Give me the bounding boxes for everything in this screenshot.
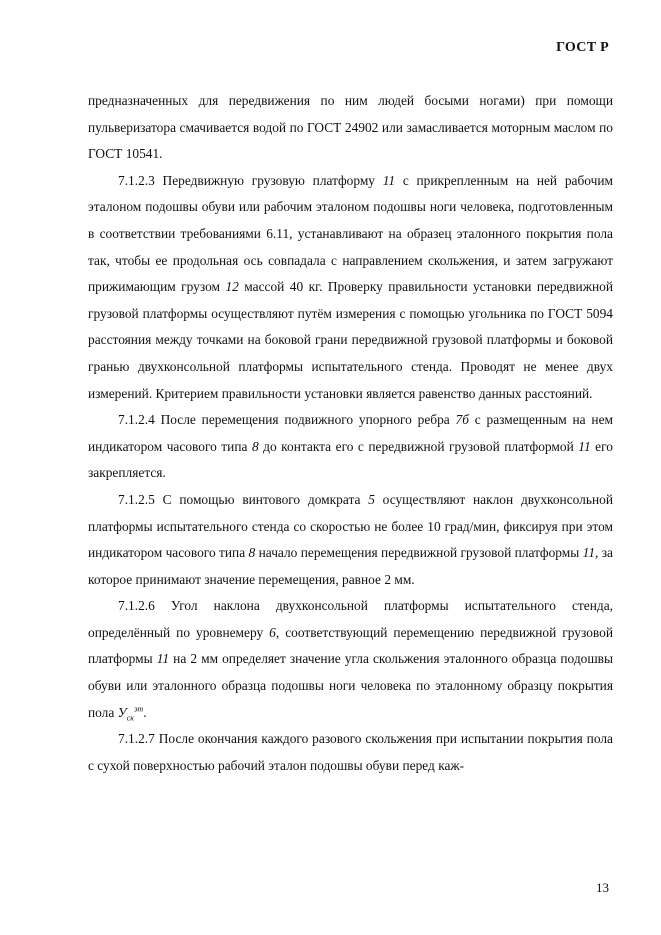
paragraph-7-1-2-6: 7.1.2.6 Угол наклона двухконсольной платформы испытательного стенда, определённый по уровнемеру 6, соответствующий перемещению передвижной грузовой платформы 11 на 2 мм определяет значение угла скольжения эталонного образца подошвы обуви или эталонного образца подошвы ноги человека по эталонному образцу покрытия пола $У_{ск}^{эт}$. (88, 598, 613, 723)
page-header-title: ГОСТ Р (556, 40, 609, 55)
document-body (88, 88, 613, 779)
page-number: 13 (596, 880, 609, 895)
paragraph-7-1-2-4: 7.1.2.4 После перемещения подвижного упорного ребра 7б с размещенным на нем индикатором часового типа 8 до контакта его с передвижной грузовой платформой 11 его закрепляется. (88, 412, 613, 481)
paragraph-7-1-2-3: 7.1.2.3 Передвижную грузовую платформу 11 с прикрепленным на ней рабочим эталоном подошвы обуви или рабочим эталоном подошвы ноги человека, подготовленным в соответствии требованиями 6.11, устанавливают на образец эталонного покрытия пола так, чтобы ее продольная ось совпадала с направлением скольжения, и затем загружают прижимающим грузом 12 массой 40 кг. Проверку правильности установки передвижной грузовой платформы осуществляют путём измерения с помощью угольника по ГОСТ 5094 расстояния между точками на боковой грани передвижной грузовой платформы и боковой гранью двухконсольной платформы испытательного стенда. Проводят не менее двух измерений. Критерием правильности установки является равенство данных расстояний. (88, 172, 613, 401)
paragraph-7-1-2-7: 7.1.2.7 После окончания каждого разового скольжения при испытании покрытия пола с сухой поверхностью рабочий эталон подошвы обуви перед каж- (88, 731, 613, 773)
slip-angle-symbol: У (117, 704, 127, 720)
paragraph-7-1-2-5: 7.1.2.5 С помощью винтового домкрата 5 осуществляют наклон двухконсольной платформы испытательного стенда со скоростью не более 10 град/мин, фиксируя при этом индикатором часового типа 8 начало перемещения передвижной грузовой платформы 11, за которое принимают значение перемещения, равное 2 мм. (88, 491, 614, 587)
paragraph-continuation: предназначенных для передвижения по ним людей босыми ногами) при помощи пульверизатора смачивается водой по ГОСТ 24902 или замасливается моторным маслом по ГОСТ 10541. (88, 93, 613, 162)
